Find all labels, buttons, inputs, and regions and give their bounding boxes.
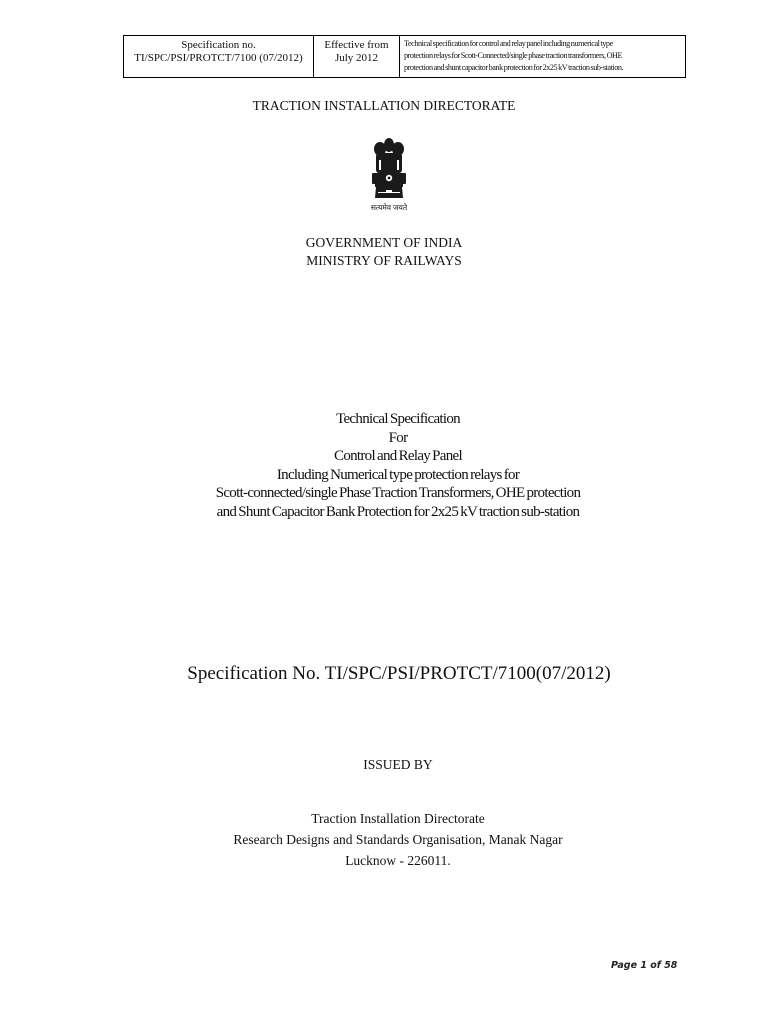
ministry-line: MINISTRY OF RAILWAYS — [306, 253, 462, 268]
spec-number-cell — [124, 36, 314, 77]
emblem-motto: सत्यमेव जयते — [370, 203, 408, 212]
title-line: For — [388, 429, 408, 446]
description-line: Technical specification for control and relay panel including numerical type — [404, 39, 613, 48]
issuer-address — [0, 808, 768, 871]
description-cell — [400, 36, 685, 77]
effective-value: July 2012 — [334, 52, 379, 64]
specification-number: Specification No. TI/SPC/PSI/PROTCT/7100(07/2012) — [187, 663, 611, 684]
page-number: Page 1 of 58 — [611, 960, 678, 971]
spec-value: TI/SPC/PSI/PROTCT/7100 (07/2012) — [134, 52, 303, 64]
description-line: protection relays for Scott-Connected/single phase traction transformers, OHE — [404, 51, 623, 60]
government-block — [0, 234, 768, 270]
address-line: Lucknow - 226011. — [345, 853, 451, 868]
effective-date-cell — [314, 36, 400, 77]
title-line: Technical Specification — [336, 411, 460, 427]
effective-label: Effective from — [324, 39, 389, 51]
header-table — [123, 35, 686, 78]
title-line: Including Numerical type protection relays for — [276, 466, 520, 483]
directorate-heading: TRACTION INSTALLATION DIRECTORATE — [252, 98, 516, 113]
title-line: Scott-connected/single Phase Traction Transformers, OHE protection — [215, 485, 581, 501]
document-title — [0, 410, 768, 521]
spec-label: Specification no. — [181, 39, 256, 51]
issued-by-heading: ISSUED BY — [363, 757, 433, 772]
title-line: Control and Relay Panel — [334, 448, 462, 464]
government-line: GOVERNMENT OF INDIA — [305, 235, 463, 250]
title-line: and Shunt Capacitor Bank Protection for 2x25 kV traction sub-station — [216, 503, 580, 520]
description-line: protection and shunt capacitor bank protection for 2x25 kV traction sub-station. — [404, 63, 624, 72]
address-line: Research Designs and Standards Organisation, Manak Nagar — [233, 832, 563, 847]
ashoka-emblem-icon — [369, 136, 409, 204]
address-line: Traction Installation Directorate — [311, 811, 485, 826]
